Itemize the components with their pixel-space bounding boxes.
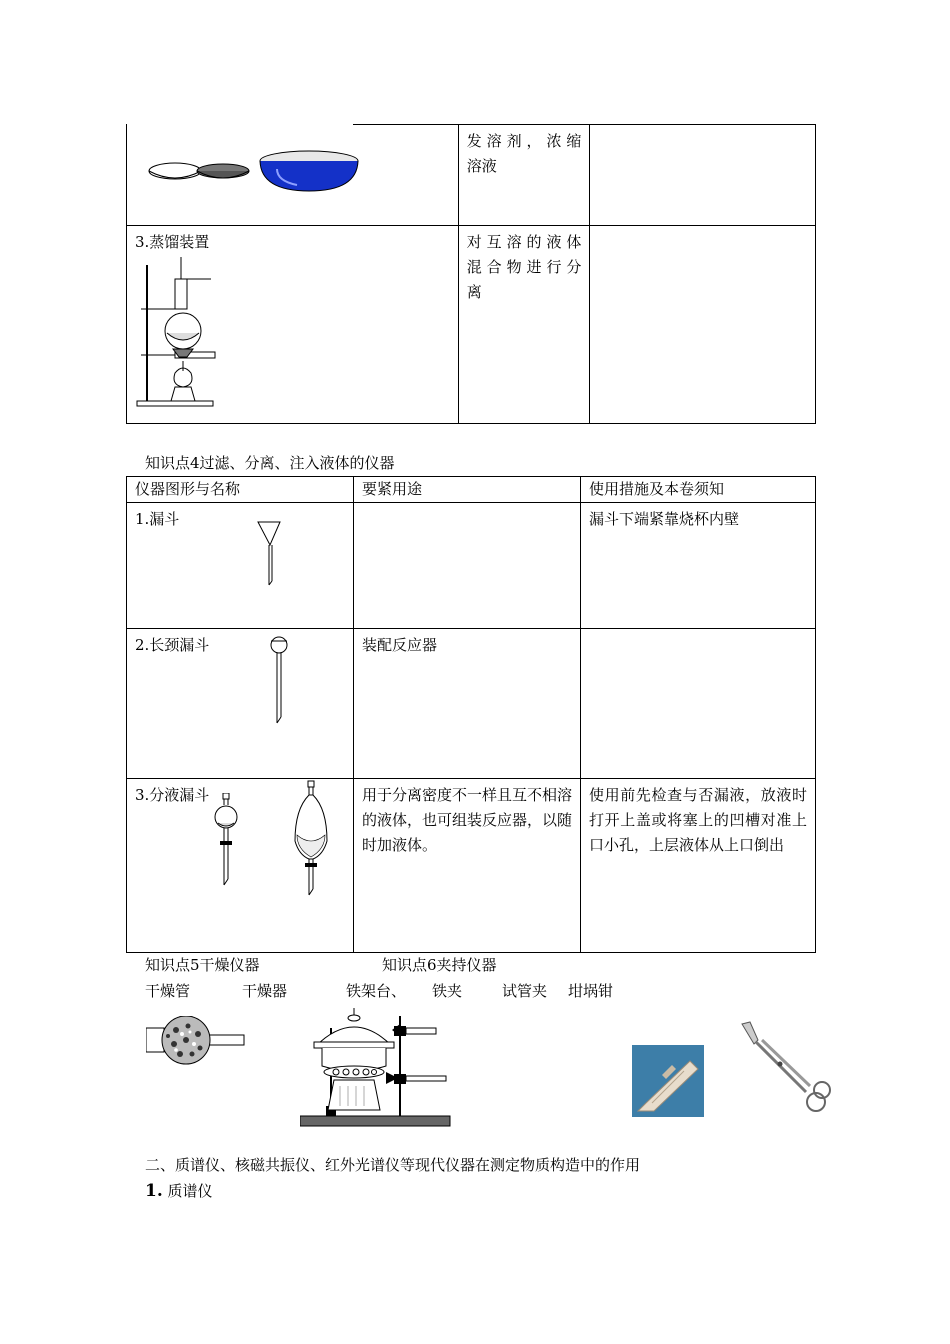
test-tube-clamp-icon bbox=[632, 1045, 704, 1117]
cell-funnel bbox=[127, 503, 354, 629]
item-label: 质谱仪 bbox=[167, 1182, 213, 1200]
desiccator-iron-stand-icon bbox=[300, 1006, 460, 1130]
label-crucible-tongs: 坩埚钳 bbox=[568, 982, 614, 1000]
cell-long-neck-funnel bbox=[127, 629, 354, 779]
crucible-tongs-icon bbox=[736, 1020, 834, 1120]
instrument-name: 3.蒸馏装置 bbox=[135, 233, 210, 251]
instrument-name: 2.长颈漏斗 bbox=[135, 636, 210, 654]
drying-tube-icon bbox=[146, 1016, 246, 1066]
section-6-title: 知识点6夹持仪器 bbox=[382, 956, 497, 974]
purpose-line: 混合物进行分 bbox=[466, 258, 582, 276]
table-row bbox=[127, 779, 816, 953]
long-neck-funnel-icon bbox=[267, 633, 291, 729]
cell-notes bbox=[590, 226, 816, 424]
label-iron-clamp: 铁夹 bbox=[432, 982, 463, 1000]
cell-purpose bbox=[354, 503, 581, 629]
item-number: 1. bbox=[145, 1181, 163, 1201]
table-header-row bbox=[127, 477, 816, 503]
cell-purpose: 装配反应器 bbox=[354, 629, 581, 779]
purpose-line: 发溶剂，浓缩 bbox=[466, 132, 582, 150]
section-4-title: 知识点4过滤、分离、注入液体的仪器 bbox=[145, 454, 395, 472]
cell-separatory-funnel bbox=[127, 779, 354, 953]
table-row bbox=[127, 503, 816, 629]
cell-evaporating-dish-image bbox=[127, 125, 459, 226]
table-row bbox=[127, 226, 816, 424]
cell-notes: 漏斗下端紧靠烧杯内壁 bbox=[581, 503, 816, 629]
cell-notes: 使用前先检查与否漏液，放液时打开上盖或将塞上的凹槽对准上口小孔，上层液体从上口倒出 bbox=[581, 779, 816, 953]
section-2-item-1 bbox=[145, 1180, 213, 1201]
distillation-apparatus-icon bbox=[135, 255, 225, 410]
purpose-line: 溶液 bbox=[466, 157, 497, 175]
label-drying-tube: 干燥管 bbox=[145, 982, 191, 1000]
evaporating-dish-icon bbox=[127, 125, 447, 220]
label-desiccator: 干燥器 bbox=[242, 982, 288, 1000]
cell-purpose bbox=[458, 226, 590, 424]
cell-purpose bbox=[458, 125, 590, 226]
label-test-tube-clamp: 试管夹 bbox=[502, 982, 548, 1000]
header-cell: 仪器图形与名称 bbox=[127, 477, 354, 503]
instrument-name: 3.分液漏斗 bbox=[135, 786, 210, 804]
header-cell: 使用措施及本卷须知 bbox=[581, 477, 816, 503]
cell-purpose: 用于分离密度不一样且互不相溶的液体，也可组装反应器，以随时加液体。 bbox=[354, 779, 581, 953]
cell-notes bbox=[590, 125, 816, 226]
table-filtration-instruments bbox=[126, 476, 816, 953]
table-row bbox=[127, 125, 816, 226]
table-row bbox=[127, 629, 816, 779]
section-5-title: 知识点5干燥仪器 bbox=[145, 956, 260, 974]
separatory-funnel-ball-icon bbox=[213, 793, 239, 889]
funnel-icon bbox=[255, 519, 285, 591]
instrument-name: 1.漏斗 bbox=[135, 510, 180, 528]
cell-distillation-name bbox=[127, 226, 459, 424]
table-evaporation-distillation bbox=[126, 124, 816, 424]
header-cell: 要紧用途 bbox=[354, 477, 581, 503]
separatory-funnel-pear-icon bbox=[291, 779, 331, 899]
purpose-line: 离 bbox=[466, 283, 482, 301]
purpose-line: 对互溶的液体 bbox=[466, 233, 582, 251]
cell-notes bbox=[581, 629, 816, 779]
section-2-heading: 二、质谱仪、核磁共振仪、红外光谱仪等现代仪器在测定物质构造中的作用 bbox=[145, 1156, 641, 1174]
label-iron-stand: 铁架台、 bbox=[346, 982, 407, 1000]
